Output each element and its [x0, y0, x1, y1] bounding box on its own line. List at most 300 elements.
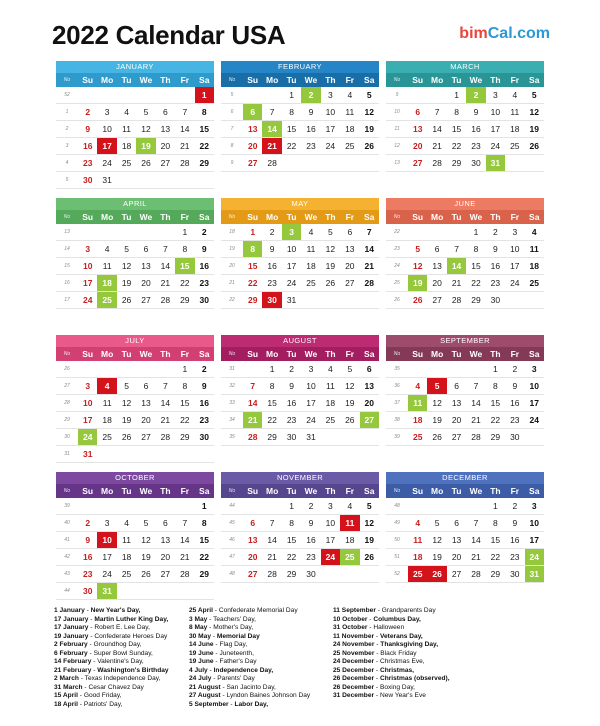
day-cell[interactable]: 17: [102, 552, 112, 562]
day-cell[interactable]: 27: [141, 432, 151, 442]
brand-logo[interactable]: [459, 25, 550, 43]
day-cell[interactable]: 25: [529, 278, 539, 288]
day-cell[interactable]: 22: [286, 552, 297, 562]
day-cell[interactable]: 27: [451, 569, 462, 579]
day-cell[interactable]: 24: [529, 415, 539, 425]
day-cell[interactable]: 13: [160, 124, 171, 134]
day-cell[interactable]: 7: [434, 107, 440, 117]
day-cell[interactable]: 23: [306, 552, 316, 562]
day-cell[interactable]: 31: [82, 449, 93, 459]
day-cell[interactable]: 14: [432, 124, 442, 134]
day-cell[interactable]: 18: [306, 261, 316, 271]
day-cell[interactable]: 13: [432, 261, 442, 271]
day-cell[interactable]: 28: [471, 569, 481, 579]
day-cell[interactable]: 29: [247, 295, 258, 305]
day-cell[interactable]: 23: [267, 278, 277, 288]
day-cell[interactable]: 13: [345, 244, 355, 254]
day-cell[interactable]: 3: [85, 381, 91, 391]
day-cell[interactable]: 20: [412, 141, 423, 151]
day-cell[interactable]: 14: [262, 121, 281, 137]
day-cell[interactable]: 17: [510, 261, 520, 271]
day-cell[interactable]: 8: [454, 107, 459, 117]
day-cell[interactable]: 11: [122, 535, 131, 545]
day-cell[interactable]: 28: [267, 569, 277, 579]
day-cell[interactable]: 4: [531, 227, 537, 237]
day-cell[interactable]: 10: [82, 261, 93, 271]
day-cell[interactable]: 20: [247, 552, 258, 562]
day-cell[interactable]: 11: [102, 398, 112, 408]
day-cell[interactable]: 5: [366, 501, 372, 511]
day-cell[interactable]: 4: [308, 227, 314, 237]
day-cell[interactable]: 10: [102, 124, 112, 134]
day-cell[interactable]: 21: [471, 552, 481, 562]
day-cell[interactable]: 10: [306, 381, 316, 391]
day-cell[interactable]: 15: [471, 261, 481, 271]
day-cell[interactable]: 26: [345, 415, 355, 425]
day-cell[interactable]: 16: [82, 141, 93, 151]
day-cell[interactable]: 8: [493, 518, 498, 528]
day-cell[interactable]: 17: [82, 415, 93, 425]
day-cell[interactable]: 30: [471, 158, 481, 168]
day-cell[interactable]: 24: [325, 141, 336, 151]
day-cell[interactable]: 9: [473, 107, 479, 117]
day-cell[interactable]: 31: [525, 566, 544, 582]
day-cell[interactable]: 5: [328, 227, 333, 237]
day-cell[interactable]: 6: [163, 107, 168, 117]
day-cell[interactable]: 19: [325, 261, 336, 271]
day-cell[interactable]: 14: [267, 535, 277, 545]
day-cell[interactable]: 31: [97, 583, 116, 599]
day-cell[interactable]: 13: [141, 398, 151, 408]
day-cell[interactable]: 29: [490, 432, 501, 442]
day-cell[interactable]: 29: [199, 158, 209, 168]
day-cell[interactable]: 17: [306, 398, 316, 408]
day-cell[interactable]: 16: [510, 398, 520, 408]
day-cell[interactable]: 4: [328, 364, 333, 374]
day-cell[interactable]: 15: [199, 124, 209, 134]
day-cell[interactable]: 14: [364, 244, 374, 254]
day-cell[interactable]: 9: [308, 107, 314, 117]
day-cell[interactable]: 2: [201, 227, 207, 237]
day-cell[interactable]: 8: [182, 381, 188, 391]
day-cell[interactable]: 16: [471, 124, 481, 134]
day-cell[interactable]: 27: [432, 295, 442, 305]
day-cell[interactable]: 1: [289, 90, 294, 100]
day-cell[interactable]: 28: [471, 432, 481, 442]
day-cell[interactable]: 25: [408, 566, 427, 582]
day-cell[interactable]: 9: [308, 518, 314, 528]
day-cell[interactable]: 15: [175, 258, 194, 274]
day-cell[interactable]: 18: [510, 124, 520, 134]
day-cell[interactable]: 3: [512, 227, 518, 237]
day-cell[interactable]: 22: [180, 278, 190, 288]
day-cell[interactable]: 1: [182, 364, 188, 374]
day-cell[interactable]: 20: [364, 398, 374, 408]
day-cell[interactable]: 26: [432, 432, 442, 442]
day-cell[interactable]: 31: [286, 295, 297, 305]
day-cell[interactable]: 7: [163, 381, 168, 391]
day-cell[interactable]: 8: [243, 241, 262, 257]
day-cell[interactable]: 14: [447, 258, 466, 274]
day-cell[interactable]: 13: [247, 124, 258, 134]
day-cell[interactable]: 4: [347, 90, 353, 100]
day-cell[interactable]: 14: [247, 398, 258, 408]
day-cell[interactable]: 1: [201, 501, 207, 511]
day-cell[interactable]: 7: [182, 518, 188, 528]
day-cell[interactable]: 24: [82, 295, 93, 305]
day-cell[interactable]: 17: [529, 398, 539, 408]
day-cell[interactable]: 30: [510, 432, 520, 442]
day-cell[interactable]: 11: [340, 515, 359, 531]
day-cell[interactable]: 28: [180, 569, 190, 579]
day-cell[interactable]: 13: [451, 398, 462, 408]
day-cell[interactable]: 24: [102, 158, 112, 168]
day-cell[interactable]: 24: [102, 569, 112, 579]
day-cell[interactable]: 23: [82, 569, 93, 579]
day-cell[interactable]: 20: [247, 141, 258, 151]
day-cell[interactable]: 13: [160, 535, 171, 545]
day-cell[interactable]: 9: [512, 518, 518, 528]
day-cell[interactable]: 29: [286, 569, 297, 579]
day-cell[interactable]: 22: [471, 278, 481, 288]
day-cell[interactable]: 14: [160, 398, 171, 408]
day-cell[interactable]: 19: [121, 415, 132, 425]
day-cell[interactable]: 6: [347, 227, 353, 237]
day-cell[interactable]: 12: [412, 261, 423, 271]
day-cell[interactable]: 29: [490, 569, 501, 579]
day-cell[interactable]: 11: [102, 261, 112, 271]
day-cell[interactable]: 27: [247, 158, 258, 168]
day-cell[interactable]: 9: [85, 535, 91, 545]
day-cell[interactable]: 17: [97, 138, 116, 154]
day-cell[interactable]: 2: [301, 87, 320, 103]
day-cell[interactable]: 14: [160, 261, 171, 271]
day-cell[interactable]: 8: [201, 518, 207, 528]
day-cell[interactable]: 26: [364, 552, 374, 562]
day-cell[interactable]: 16: [306, 535, 316, 545]
day-cell[interactable]: 13: [412, 124, 423, 134]
day-cell[interactable]: 23: [490, 278, 501, 288]
day-cell[interactable]: 17: [325, 535, 336, 545]
day-cell[interactable]: 11: [510, 107, 520, 117]
day-cell[interactable]: 10: [286, 244, 297, 254]
day-cell[interactable]: 3: [85, 244, 91, 254]
day-cell[interactable]: 2: [493, 227, 498, 237]
day-cell[interactable]: 12: [432, 535, 442, 545]
day-cell[interactable]: 25: [121, 158, 132, 168]
day-cell[interactable]: 1: [269, 364, 275, 374]
day-cell[interactable]: 15: [267, 398, 277, 408]
day-cell[interactable]: 19: [364, 124, 374, 134]
day-cell[interactable]: 21: [432, 141, 442, 151]
day-cell[interactable]: 15: [490, 398, 501, 408]
day-cell[interactable]: 5: [143, 107, 149, 117]
day-cell[interactable]: 15: [180, 398, 190, 408]
day-cell[interactable]: 2: [85, 518, 91, 528]
day-cell[interactable]: 17: [286, 261, 297, 271]
day-cell[interactable]: 29: [180, 295, 190, 305]
day-cell[interactable]: 25: [345, 141, 355, 151]
day-cell[interactable]: 28: [160, 432, 171, 442]
day-cell[interactable]: 10: [510, 244, 520, 254]
day-cell[interactable]: 30: [306, 569, 316, 579]
day-cell[interactable]: 15: [286, 535, 297, 545]
day-cell[interactable]: 25: [325, 415, 336, 425]
day-cell[interactable]: 10: [97, 532, 116, 548]
day-cell[interactable]: 18: [121, 141, 132, 151]
day-cell[interactable]: 25: [306, 278, 316, 288]
day-cell[interactable]: 23: [82, 158, 93, 168]
day-cell[interactable]: 25: [121, 569, 132, 579]
day-cell[interactable]: 26: [141, 569, 151, 579]
day-cell[interactable]: 11: [408, 395, 427, 411]
day-cell[interactable]: 1: [454, 90, 459, 100]
day-cell[interactable]: 2: [466, 87, 485, 103]
day-cell[interactable]: 18: [345, 535, 355, 545]
day-cell[interactable]: 6: [454, 518, 459, 528]
day-cell[interactable]: 14: [180, 535, 190, 545]
day-cell[interactable]: 6: [434, 244, 440, 254]
day-cell[interactable]: 13: [247, 535, 258, 545]
day-cell[interactable]: 1: [250, 227, 256, 237]
day-cell[interactable]: 9: [289, 381, 294, 391]
day-cell[interactable]: 22: [180, 415, 190, 425]
day-cell[interactable]: 17: [82, 278, 93, 288]
day-cell[interactable]: 25: [412, 432, 423, 442]
day-cell[interactable]: 20: [451, 552, 462, 562]
day-cell[interactable]: 25: [102, 432, 112, 442]
day-cell[interactable]: 27: [345, 278, 355, 288]
day-cell[interactable]: 4: [97, 378, 116, 394]
day-cell[interactable]: 11: [306, 244, 316, 254]
day-cell[interactable]: 5: [124, 381, 129, 391]
day-cell[interactable]: 12: [364, 107, 374, 117]
day-cell[interactable]: 28: [160, 295, 171, 305]
day-cell[interactable]: 18: [325, 398, 336, 408]
day-cell[interactable]: 19: [136, 138, 155, 154]
day-cell[interactable]: 7: [182, 107, 188, 117]
day-cell[interactable]: 29: [199, 569, 209, 579]
day-cell[interactable]: 26: [121, 295, 132, 305]
day-cell[interactable]: 29: [451, 158, 462, 168]
day-cell[interactable]: 27: [247, 569, 258, 579]
day-cell[interactable]: 21: [451, 278, 462, 288]
day-cell[interactable]: 16: [490, 261, 501, 271]
day-cell[interactable]: 27: [360, 412, 379, 428]
day-cell[interactable]: 9: [201, 381, 207, 391]
day-cell[interactable]: 3: [493, 90, 498, 100]
day-cell[interactable]: 22: [199, 141, 209, 151]
day-cell[interactable]: 9: [269, 244, 275, 254]
day-cell[interactable]: 15: [286, 124, 297, 134]
day-cell[interactable]: 8: [201, 107, 207, 117]
day-cell[interactable]: 24: [321, 549, 340, 565]
day-cell[interactable]: 14: [471, 398, 481, 408]
day-cell[interactable]: 25: [510, 141, 520, 151]
day-cell[interactable]: 30: [510, 569, 520, 579]
day-cell[interactable]: 1: [493, 364, 498, 374]
day-cell[interactable]: 18: [529, 261, 539, 271]
day-cell[interactable]: 6: [454, 381, 459, 391]
day-cell[interactable]: 14: [180, 124, 190, 134]
day-cell[interactable]: 3: [308, 364, 314, 374]
day-cell[interactable]: 4: [415, 381, 421, 391]
day-cell[interactable]: 19: [432, 415, 442, 425]
day-cell[interactable]: 24: [78, 429, 97, 445]
day-cell[interactable]: 8: [473, 244, 479, 254]
day-cell[interactable]: 22: [451, 141, 462, 151]
day-cell[interactable]: 28: [180, 158, 190, 168]
day-cell[interactable]: 5: [124, 244, 129, 254]
day-cell[interactable]: 16: [286, 398, 297, 408]
day-cell[interactable]: 12: [121, 398, 132, 408]
day-cell[interactable]: 20: [345, 261, 355, 271]
day-cell[interactable]: 15: [490, 535, 501, 545]
day-cell[interactable]: 27: [160, 158, 171, 168]
day-cell[interactable]: 29: [180, 432, 190, 442]
day-cell[interactable]: 23: [471, 141, 481, 151]
day-cell[interactable]: 24: [490, 141, 501, 151]
day-cell[interactable]: 26: [121, 432, 132, 442]
day-cell[interactable]: 12: [141, 124, 151, 134]
day-cell[interactable]: 6: [415, 107, 421, 117]
day-cell[interactable]: 11: [325, 381, 335, 391]
day-cell[interactable]: 30: [286, 432, 297, 442]
day-cell[interactable]: 15: [247, 261, 258, 271]
day-cell[interactable]: 16: [510, 535, 520, 545]
day-cell[interactable]: 16: [199, 398, 209, 408]
day-cell[interactable]: 5: [143, 518, 149, 528]
day-cell[interactable]: 30: [82, 175, 93, 185]
day-cell[interactable]: 23: [510, 415, 520, 425]
day-cell[interactable]: 30: [82, 586, 93, 596]
day-cell[interactable]: 21: [160, 415, 171, 425]
day-cell[interactable]: 24: [525, 549, 544, 565]
day-cell[interactable]: 18: [412, 415, 423, 425]
day-cell[interactable]: 8: [289, 107, 294, 117]
day-cell[interactable]: 9: [201, 244, 207, 254]
day-cell[interactable]: 26: [325, 278, 336, 288]
day-cell[interactable]: 21: [262, 138, 281, 154]
day-cell[interactable]: 12: [325, 244, 336, 254]
day-cell[interactable]: 17: [490, 124, 501, 134]
day-cell[interactable]: 30: [199, 295, 209, 305]
day-cell[interactable]: 10: [529, 381, 539, 391]
day-cell[interactable]: 2: [289, 364, 294, 374]
day-cell[interactable]: 10: [82, 398, 93, 408]
day-cell[interactable]: 27: [160, 569, 171, 579]
day-cell[interactable]: 6: [143, 381, 149, 391]
day-cell[interactable]: 7: [454, 244, 459, 254]
day-cell[interactable]: 20: [141, 278, 151, 288]
day-cell[interactable]: 26: [412, 295, 423, 305]
day-cell[interactable]: 2: [201, 364, 207, 374]
day-cell[interactable]: 21: [364, 261, 374, 271]
day-cell[interactable]: 27: [141, 295, 151, 305]
day-cell[interactable]: 6: [366, 364, 372, 374]
day-cell[interactable]: 8: [493, 381, 498, 391]
day-cell[interactable]: 23: [286, 415, 297, 425]
day-cell[interactable]: 9: [512, 381, 518, 391]
day-cell[interactable]: 5: [415, 244, 421, 254]
day-cell[interactable]: 3: [531, 501, 537, 511]
day-cell[interactable]: 18: [97, 275, 116, 291]
day-cell[interactable]: 31: [306, 432, 316, 442]
day-cell[interactable]: 22: [247, 278, 258, 288]
day-cell[interactable]: 1: [195, 87, 214, 103]
day-cell[interactable]: 11: [345, 107, 355, 117]
day-cell[interactable]: 7: [473, 381, 479, 391]
day-cell[interactable]: 3: [104, 518, 110, 528]
day-cell[interactable]: 7: [250, 381, 256, 391]
day-cell[interactable]: 21: [160, 278, 171, 288]
day-cell[interactable]: 16: [267, 261, 277, 271]
day-cell[interactable]: 1: [289, 501, 294, 511]
day-cell[interactable]: 13: [364, 381, 374, 391]
day-cell[interactable]: 13: [451, 535, 462, 545]
day-cell[interactable]: 18: [102, 415, 112, 425]
day-cell[interactable]: 16: [306, 124, 316, 134]
day-cell[interactable]: 22: [286, 141, 297, 151]
day-cell[interactable]: 21: [243, 412, 262, 428]
day-cell[interactable]: 2: [269, 227, 275, 237]
day-cell[interactable]: 24: [286, 278, 297, 288]
day-cell[interactable]: 5: [531, 90, 537, 100]
day-cell[interactable]: 15: [199, 535, 209, 545]
day-cell[interactable]: 8: [289, 518, 294, 528]
day-cell[interactable]: 24: [510, 278, 520, 288]
day-cell[interactable]: 12: [345, 381, 355, 391]
day-cell[interactable]: 3: [328, 90, 333, 100]
day-cell[interactable]: 25: [97, 292, 116, 308]
day-cell[interactable]: 31: [102, 175, 112, 185]
day-cell[interactable]: 13: [141, 261, 151, 271]
day-cell[interactable]: 5: [427, 378, 446, 394]
day-cell[interactable]: 18: [345, 124, 355, 134]
day-cell[interactable]: 5: [366, 90, 372, 100]
day-cell[interactable]: 7: [473, 518, 479, 528]
day-cell[interactable]: 29: [267, 432, 277, 442]
day-cell[interactable]: 2: [512, 501, 518, 511]
day-cell[interactable]: 12: [141, 535, 151, 545]
day-cell[interactable]: 22: [490, 415, 501, 425]
day-cell[interactable]: 5: [434, 518, 440, 528]
day-cell[interactable]: 4: [347, 501, 353, 511]
day-cell[interactable]: 19: [121, 278, 132, 288]
day-cell[interactable]: 12: [121, 261, 132, 271]
day-cell[interactable]: 9: [85, 124, 91, 134]
day-cell[interactable]: 5: [347, 364, 353, 374]
day-cell[interactable]: 24: [306, 415, 316, 425]
day-cell[interactable]: 7: [366, 227, 372, 237]
day-cell[interactable]: 11: [413, 535, 423, 545]
day-cell[interactable]: 3: [531, 364, 537, 374]
day-cell[interactable]: 21: [180, 552, 190, 562]
day-cell[interactable]: 14: [471, 535, 481, 545]
day-cell[interactable]: 20: [451, 415, 462, 425]
day-cell[interactable]: 1: [473, 227, 479, 237]
day-cell[interactable]: 27: [451, 432, 462, 442]
day-cell[interactable]: 20: [160, 552, 171, 562]
day-cell[interactable]: 4: [124, 518, 129, 528]
day-cell[interactable]: 25: [340, 549, 359, 565]
day-cell[interactable]: 31: [486, 155, 505, 171]
day-cell[interactable]: 8: [182, 244, 188, 254]
day-cell[interactable]: 10: [490, 107, 501, 117]
day-cell[interactable]: 16: [82, 552, 93, 562]
day-cell[interactable]: 4: [124, 107, 129, 117]
day-cell[interactable]: 1: [493, 501, 498, 511]
